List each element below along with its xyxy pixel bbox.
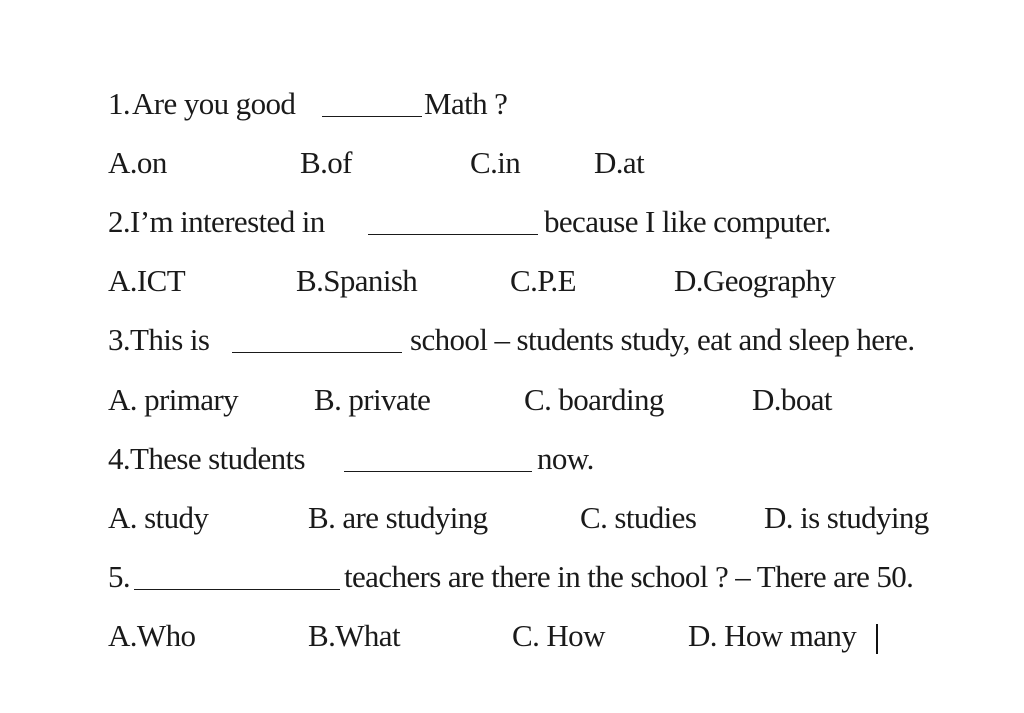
question-number: 1. xyxy=(108,86,131,121)
option-b[interactable]: B.Spanish xyxy=(296,263,418,298)
option-d[interactable]: D.at xyxy=(594,145,645,180)
question-text-after: teachers are there in the school ? – There are 50. xyxy=(344,559,914,594)
question-number: 2. xyxy=(108,204,131,239)
question-text-after: school – students study, eat and sleep here. xyxy=(410,322,915,357)
question-text-after: now. xyxy=(537,441,594,476)
answer-blank xyxy=(344,471,532,472)
answer-blank xyxy=(232,352,402,353)
option-a[interactable]: A.Who xyxy=(108,618,196,653)
option-d[interactable]: D. is studying xyxy=(764,500,929,535)
option-a[interactable]: A.ICT xyxy=(108,263,186,298)
answer-blank xyxy=(322,116,422,117)
question-text-before: I’m interested in xyxy=(130,204,325,239)
text-cursor xyxy=(876,624,878,654)
option-a[interactable]: A.on xyxy=(108,145,167,180)
option-c[interactable]: C.P.E xyxy=(510,263,576,298)
question-text-before: This is xyxy=(130,322,210,357)
option-b[interactable]: B. are studying xyxy=(308,500,488,535)
option-d[interactable]: D. How many xyxy=(688,618,857,653)
option-c[interactable]: C. boarding xyxy=(524,382,664,417)
question-number: 4. xyxy=(108,441,131,476)
option-d[interactable]: D.Geography xyxy=(674,263,836,298)
option-c[interactable]: C. How xyxy=(512,618,605,653)
question-text-before: These students xyxy=(130,441,305,476)
answer-blank xyxy=(368,234,538,235)
option-a[interactable]: A. study xyxy=(108,500,209,535)
option-b[interactable]: B.of xyxy=(300,145,352,180)
question-text-after: because I like computer. xyxy=(544,204,831,239)
option-d[interactable]: D.boat xyxy=(752,382,832,417)
option-c[interactable]: C.in xyxy=(470,145,521,180)
option-b[interactable]: B.What xyxy=(308,618,400,653)
option-c[interactable]: C. studies xyxy=(580,500,697,535)
option-b[interactable]: B. private xyxy=(314,382,431,417)
question-text-after: Math ? xyxy=(424,86,508,121)
option-a[interactable]: A. primary xyxy=(108,382,239,417)
answer-blank xyxy=(134,589,340,590)
question-number: 5. xyxy=(108,559,131,594)
question-number: 3. xyxy=(108,322,131,357)
question-text-before: Are you good xyxy=(132,86,296,121)
